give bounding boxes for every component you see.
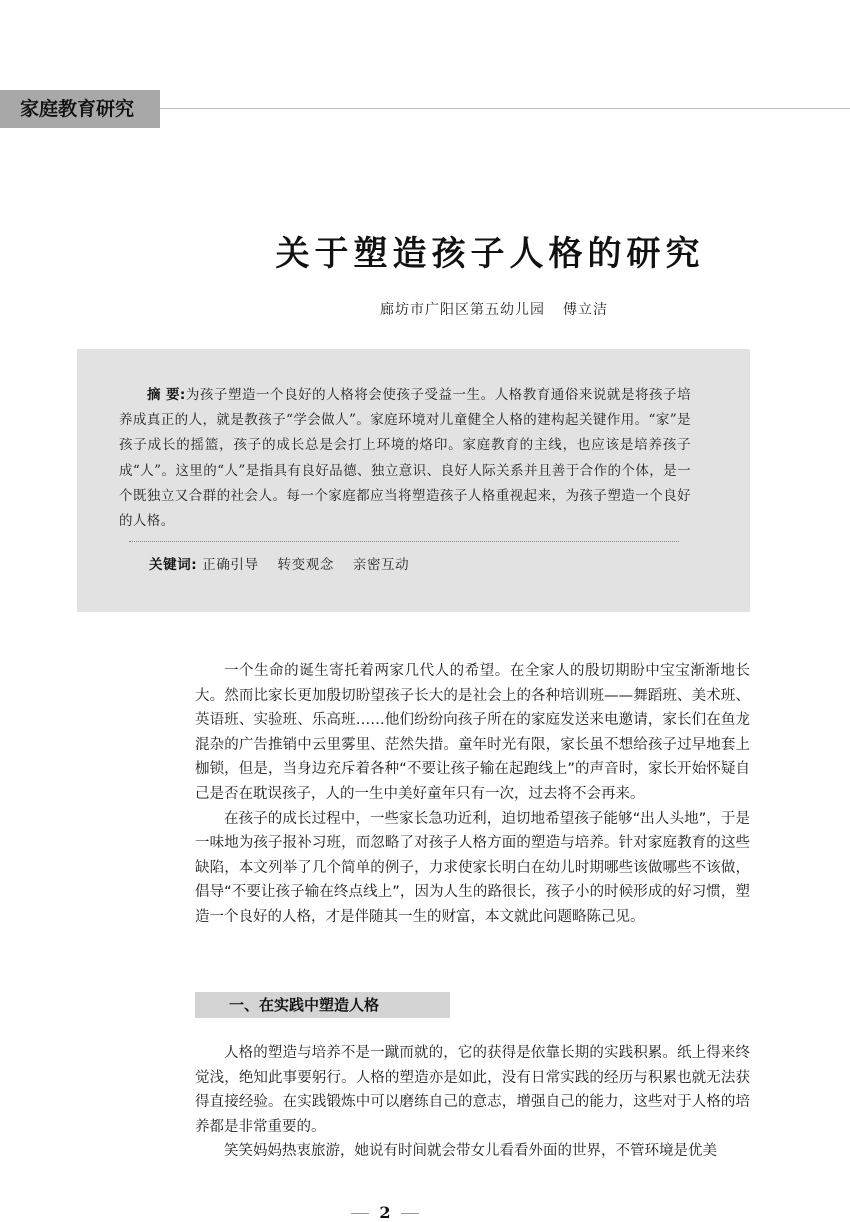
keyword: 转变观念 bbox=[277, 557, 334, 573]
page-footer bbox=[340, 1203, 430, 1222]
body-paragraph: 人格的塑造与培养不是一蹴而就的，它的获得是依靠长期的实践积累。纸上得来终觉浅，绝知此事要躬行。人格的塑造亦是如此，没有日常实践的经历与积累也就无法获得直接经验。在实践锻炼中可以磨练自己的意志，增强自己的能力，这些对于人格的培养都是非常重要的。 bbox=[195, 1045, 750, 1135]
body-paragraph: 一个生命的诞生寄托着两家几代人的希望。在全家人的殷切期盼中宝宝渐渐地长大。然而比家长更加殷切盼望孩子长大的是社会上的各种培训班——舞蹈班、美术班、英语班、实验班、乐高班……他们纷纷向孩子所在的家庭发送来电邀请，家长们在鱼龙混杂的广告推销中云里雾里、茫然失措。童年时光有限，家长虽不想给孩子过早地套上枷锁，但是，当身边充斥着各种“不要让孩子输在起跑线上”的声音时，家长开始怀疑自己是否在耽误孩子，人的一生中美好童年只有一次，过去将不会再来。 bbox=[195, 663, 750, 802]
abstract-dotted-divider bbox=[129, 541, 679, 542]
keywords-label: 关键词: bbox=[149, 557, 198, 573]
keyword: 亲密互动 bbox=[352, 557, 410, 573]
body-paragraph: 在孩子的成长过程中，一些家长急功近利，迫切地希望孩子能够“出人头地”，于是一味地为孩子报补习班，而忽略了对孩子人格方面的塑造与培养。针对家庭教育的这些缺陷，本文列举了几个简单的例子，力求使家长明白在幼儿时期哪些该做哪些不该做，倡导“不要让孩子输在终点线上”，因为人生的路很长，孩子小的时候形成的好习惯，塑造一个良好的人格，才是伴随其一生的财富，本文就此问题略陈己见。 bbox=[195, 810, 750, 925]
keywords-line bbox=[149, 553, 423, 573]
section-tag-label: 家庭教育研究 bbox=[20, 98, 135, 120]
section-divider bbox=[160, 108, 850, 109]
article-title: 关于塑造孩子人格的研究 bbox=[275, 234, 705, 274]
author-affiliation: 廊坊市广阳区第五幼儿园 bbox=[380, 302, 545, 318]
abstract-body: 为孩子塑造一个良好的人格将会使孩子受益一生。人格教育通俗来说就是将孩子培养成真正的人，就是教孩子“学会做人”。家庭环境对儿童健全人格的建构起关键作用。“家”是孩子成长的摇篮，孩子的成长总是会打上环境的烙印。家庭教育的主线，也应该是培养孩子成“人”。这里的“人”是指具有良好品德、独立意识、良好人际关系并且善于合作的个体，是一个既独立又合群的社会人。每一个家庭都应当将塑造孩子人格重视起来，为孩子塑造一个良好的人格。 bbox=[119, 387, 691, 530]
footer-dash-right bbox=[401, 1213, 419, 1214]
page-number: 2 bbox=[379, 1203, 391, 1222]
abstract-box bbox=[77, 349, 750, 612]
abstract-label: 摘 要: bbox=[147, 387, 186, 403]
section-heading-text: 一、在实践中塑造人格 bbox=[229, 996, 380, 1014]
author-line bbox=[380, 299, 680, 319]
body-section-1 bbox=[195, 1041, 750, 1164]
section-heading bbox=[195, 992, 450, 1018]
author-name: 傅立洁 bbox=[563, 302, 608, 318]
body-intro bbox=[195, 659, 750, 930]
footer-dash-left bbox=[351, 1213, 369, 1214]
keyword: 正确引导 bbox=[202, 557, 259, 573]
body-paragraph: 笑笑妈妈热衷旅游，她说有时间就会带女儿看看外面的世界，不管环境是优美 bbox=[224, 1143, 717, 1160]
abstract-text-block bbox=[119, 383, 691, 534]
section-tag bbox=[0, 90, 160, 128]
